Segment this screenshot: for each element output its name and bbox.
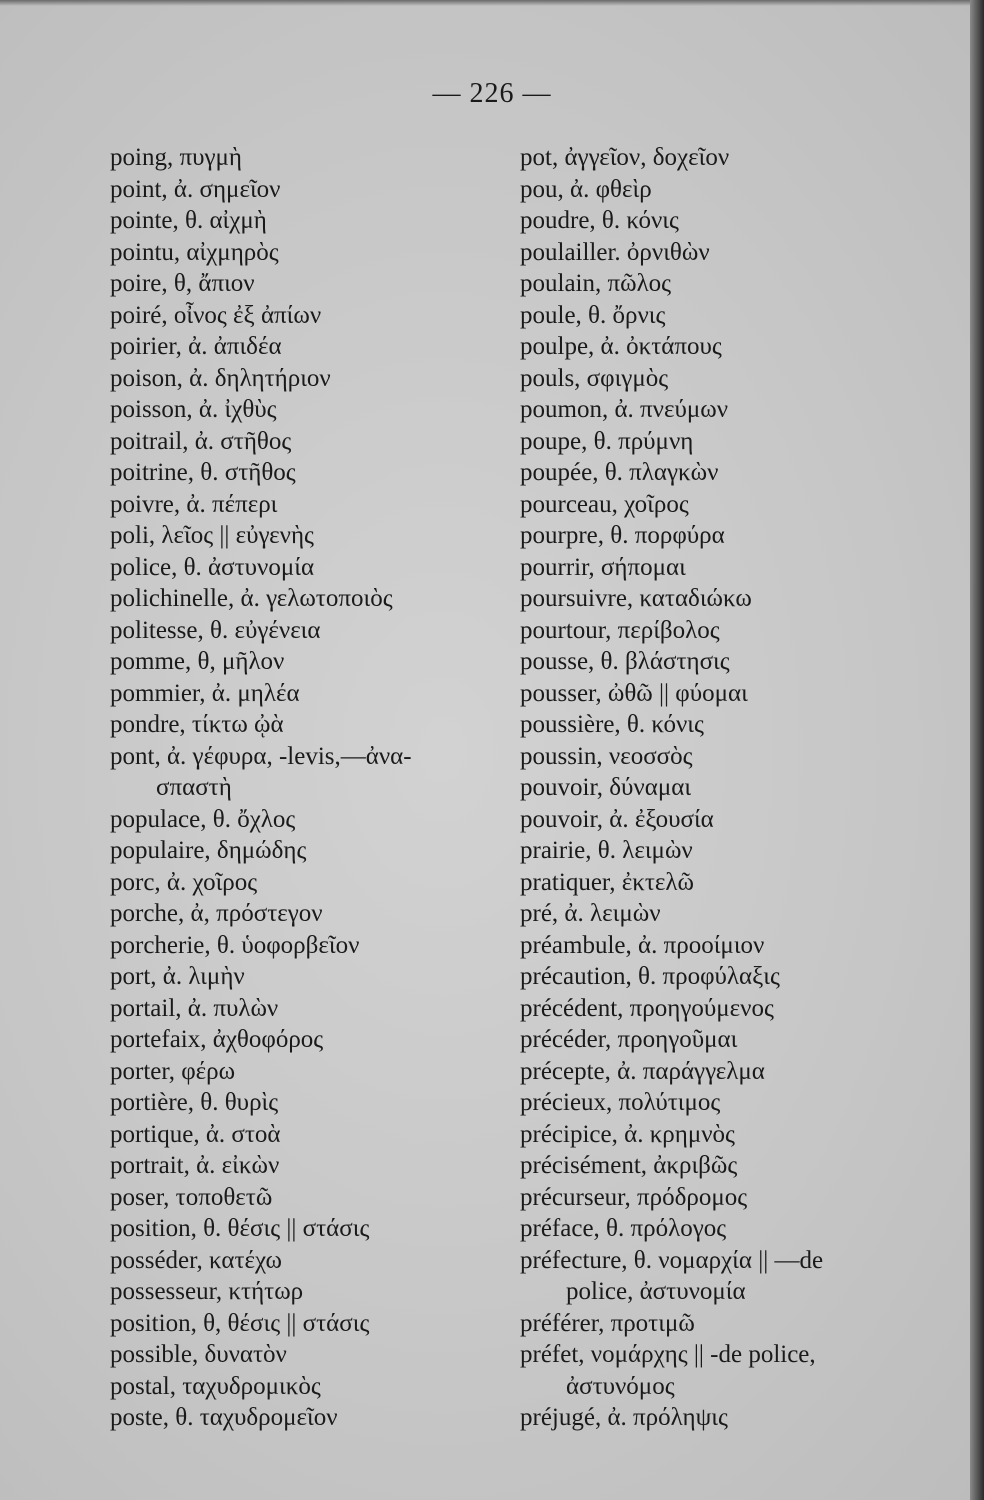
dictionary-entry: pouvoir, δύναμαι	[520, 774, 692, 801]
dictionary-entry: poupe, θ. πρύμνη	[520, 427, 694, 455]
dictionary-entry: pourpre, θ. πορφύρα	[520, 522, 725, 549]
dictionary-entry: poitrail, ἀ. στῆθος	[110, 427, 292, 455]
book-spine-shadow	[970, 0, 984, 1500]
dictionary-entry: précéder, προηγοῦμαι	[520, 1026, 738, 1053]
dictionary-entry: politesse, θ. εὐγένεια	[110, 616, 321, 644]
dictionary-entry: poussin, νεοσσὸς	[520, 742, 693, 770]
dictionary-entry: pousse, θ. βλάστησις	[520, 648, 730, 675]
dictionary-entry: prairie, θ. λειμὼν	[520, 837, 693, 864]
dictionary-entry: précieux, πολύτιμος	[520, 1089, 721, 1116]
dictionary-entry: pondre, τίκτω ᾠὰ	[110, 711, 284, 738]
dictionary-entry: posséder, κατέχω	[110, 1246, 282, 1274]
dictionary-entry: préface, θ. πρόλογος	[520, 1215, 727, 1242]
dictionary-entry: poire, θ, ἄπιον	[110, 270, 255, 297]
dictionary-entry: possible, δυνατὸν	[110, 1341, 287, 1368]
dictionary-entry: portière, θ. θυρὶς	[110, 1089, 279, 1116]
dictionary-entry: précepte, ἀ. παράγγελμα	[520, 1057, 765, 1085]
dictionary-entry: pointe, θ. αἰχμὴ	[110, 207, 267, 234]
dictionary-entry: pourrir, σήπομαι	[520, 553, 686, 581]
dictionary-entry: possesseur, κτήτωρ	[110, 1278, 304, 1305]
dictionary-entry: pomme, θ, μῆλον	[110, 648, 285, 675]
dictionary-entry: pou, ἀ. φθεὶρ	[520, 175, 652, 203]
dictionary-entry: portrait, ἀ. εἰκὼν	[110, 1152, 280, 1179]
dictionary-entry: précurseur, πρόδρομος	[520, 1183, 748, 1211]
dictionary-entry: précédent, προηγούμενος	[520, 994, 774, 1022]
left-column	[110, 142, 505, 1434]
dictionary-entry: poule, θ. ὄρνις	[520, 301, 666, 329]
dictionary-entry: poudre, θ. κόνις	[520, 207, 679, 234]
dictionary-entry: poisson, ἀ. ἰχθὺς	[110, 396, 277, 423]
dictionary-entry: postal, ταχυδρομικὸς	[110, 1372, 321, 1400]
dictionary-entry: préfecture, θ. νομαρχία || —de	[520, 1246, 824, 1274]
dictionary-entry: pointu, αἰχμηρὸς	[110, 238, 279, 266]
dictionary-entry: précaution, θ. προφύλαξις	[520, 963, 780, 990]
dictionary-entry: poing, πυγμὴ	[110, 144, 242, 171]
dictionary-entry: pourtour, περίβολος	[520, 616, 720, 644]
dictionary-entry: portail, ἀ. πυλὼν	[110, 994, 279, 1022]
dictionary-entry: pousser, ὠθῶ || φύομαι	[520, 679, 748, 707]
dictionary-entry: portefaix, ἀχθοφόρος	[110, 1026, 324, 1053]
dictionary-entry: poison, ἀ. δηλητήριον	[110, 364, 331, 392]
dictionary-entry: poivre, ἀ. πέπερι	[110, 490, 278, 518]
dictionary-entry: précipice, ἀ. κρημνὸς	[520, 1120, 735, 1148]
dictionary-entry: pont, ἀ. γέφυρα, -levis,—ἀνα-	[110, 742, 412, 770]
dictionary-entry: poli, λεῖος || εὐγενὴς	[110, 522, 314, 549]
dictionary-entry: pouls, σφιγμὸς	[520, 364, 669, 392]
dictionary-entry: poulain, πῶλος	[520, 270, 672, 297]
dictionary-entry-continuation: ἀστυνόμος	[566, 1372, 675, 1400]
right-column	[520, 142, 915, 1434]
dictionary-entry: port, ἀ. λιμὴν	[110, 963, 245, 990]
dictionary-entry: pourceau, χοῖρος	[520, 490, 689, 518]
dictionary-entry: porche, ἀ, πρόστεγον	[110, 900, 323, 927]
dictionary-entry: préférer, προτιμῶ	[520, 1309, 695, 1337]
dictionary-entry: police, θ. ἀστυνομία	[110, 553, 315, 581]
dictionary-entry: préambule, ἀ. προοίμιον	[520, 931, 765, 959]
dictionary-entry: porter, φέρω	[110, 1057, 236, 1085]
dictionary-entry: poiré, οἶνος ἐξ ἀπίων	[110, 301, 322, 329]
dictionary-entry: pratiquer, ἐκτελῶ	[520, 868, 694, 896]
dictionary-entry: populace, θ. ὄχλος	[110, 805, 296, 833]
dictionary-entry-continuation: σπαστὴ	[156, 774, 232, 801]
dictionary-entry: poser, τοποθετῶ	[110, 1183, 273, 1211]
dictionary-entry: populaire, δημώδης	[110, 837, 307, 864]
dictionary-entry: poumon, ἀ. πνεύμων	[520, 396, 729, 423]
dictionary-entry: poirier, ἀ. ἀπιδέα	[110, 333, 282, 360]
dictionary-entry: porcherie, θ. ὑοφορβεῖον	[110, 931, 360, 959]
dictionary-entry: pré, ἀ. λειμὼν	[520, 900, 661, 927]
dictionary-entry: position, θ, θέσις || στάσις	[110, 1309, 370, 1337]
page-number: — 226 —	[432, 78, 552, 109]
dictionary-entry: poste, θ. ταχυδρομεῖον	[110, 1404, 338, 1431]
dictionary-entry: poupée, θ. πλαγκὼν	[520, 459, 719, 486]
dictionary-entry: portique, ἀ. στοὰ	[110, 1120, 281, 1148]
dictionary-entry: préfet, νομάρχης || -de police,	[520, 1341, 816, 1368]
dictionary-entry: point, ἀ. σημεῖον	[110, 175, 281, 203]
dictionary-entry: polichinelle, ἀ. γελωτοποιὸς	[110, 585, 393, 612]
dictionary-entry: porc, ἀ. χοῖρος	[110, 868, 258, 896]
dictionary-entry: pommier, ἀ. μηλέα	[110, 679, 300, 707]
dictionary-entry: précisément, ἀκριβῶς	[520, 1152, 738, 1179]
dictionary-entry: préjugé, ἀ. πρόληψις	[520, 1404, 728, 1431]
dictionary-entry: poursuivre, καταδιώκω	[520, 585, 752, 612]
dictionary-entry: pouvoir, ἀ. ἐξουσία	[520, 805, 714, 833]
dictionary-entry: poulpe, ἀ. ὀκτάπους	[520, 333, 722, 360]
page-top-edge	[0, 0, 984, 6]
dictionary-entry: poulailler. ὀρνιθὼν	[520, 238, 710, 266]
dictionary-entry: position, θ. θέσις || στάσις	[110, 1215, 370, 1242]
dictionary-entry-continuation: police, ἀστυνομία	[566, 1278, 746, 1305]
dictionary-entry: poitrine, θ. στῆθος	[110, 459, 296, 486]
dictionary-entry: pot, ἀγγεῖον, δοχεῖον	[520, 144, 730, 171]
dictionary-entry: poussière, θ. κόνις	[520, 711, 704, 738]
